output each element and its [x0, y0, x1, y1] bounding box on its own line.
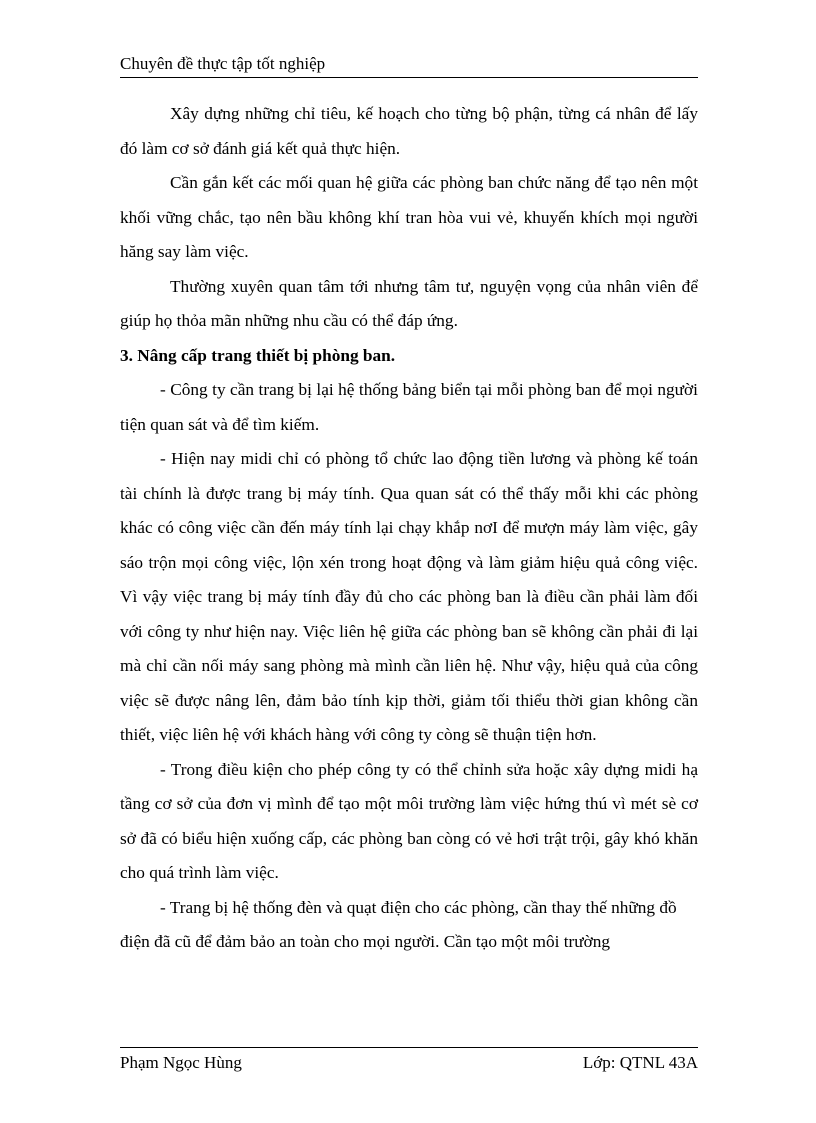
- footer-author: Phạm Ngọc Hùng: [120, 1053, 242, 1072]
- bullet-paragraph: - Hiện nay midi chỉ có phòng tổ chức lao động tiền lương và phòng kế toán tài chính là được trang bị máy tính. Qua quan sát có thể thấy mỗi khi các phòng khác có công việc cần đến máy tính lại chạy khắp nơI để mượn máy làm việc, gây sáo trộn mọi công việc, lộn xén trong hoạt động và làm giảm hiệu quả công việc. Vì vậy việc trang bị máy tính đầy đủ cho các phòng ban là điều cần phải làm đối với công ty như hiện nay. Việc liên hệ giữa các phòng ban sẽ không cần phải đi lại mà chỉ cần nối máy sang phòng mà mình cần liên hệ. Như vậy, hiệu quả của công việc sẽ được nâng lên, đảm bảo tính kịp thời, giảm tối thiểu thời gian không cần thiết, việc liên hệ với khách hàng với công ty còng sẽ thuận tiện hơn.: [120, 449, 698, 744]
- page-header: [120, 53, 698, 78]
- paragraph: Thường xuyên quan tâm tới nhưng tâm tư, nguyện vọng của nhân viên để giúp họ thỏa mãn những nhu cầu có thể đáp ứng.: [120, 276, 698, 330]
- bullet-paragraph: - Trong điều kiện cho phép công ty có thể chỉnh sửa hoặc xây dựng midi hạ tầng cơ sở của đơn vị mình để tạo một môi trường làm việc hứng thú vì mét sè cơ sở đã có biểu hiện xuống cấp, các phòng ban còng có vẻ hơi trật trội, gây khó khăn cho quá trình làm việc.: [120, 759, 698, 882]
- paragraph: Cần gắn kết các mối quan hệ giữa các phòng ban chức năng để tạo nên một khối vững chắc, tạo nên bầu không khí tran hòa vui vẻ, khuyến khích mọi người hăng say làm việc.: [120, 173, 698, 261]
- footer-class: Lớp: QTNL 43A: [582, 1053, 698, 1072]
- document-body: [120, 97, 698, 960]
- bullet-paragraph: - Trang bị hệ thống đèn và quạt điện cho các phòng, cần thay thế những đồ điện đã cũ để đảm bảo an toàn cho mọi người. Cần tạo một môi trường: [120, 897, 677, 951]
- header-title: Chuyên đề thực tập tốt nghiệp: [120, 54, 326, 73]
- bullet-paragraph: - Công ty cần trang bị lại hệ thống bảng biển tại mỗi phòng ban để mọi người tiện quan sát và để tìm kiếm.: [120, 380, 698, 434]
- page-footer: [120, 1047, 698, 1074]
- paragraph: Xây dựng những chỉ tiêu, kế hoạch cho từng bộ phận, từng cá nhân để lấy đó làm cơ sở đánh giá kết quả thực hiện.: [120, 104, 698, 158]
- section-heading: 3. Nâng cấp trang thiết bị phòng ban.: [120, 345, 396, 365]
